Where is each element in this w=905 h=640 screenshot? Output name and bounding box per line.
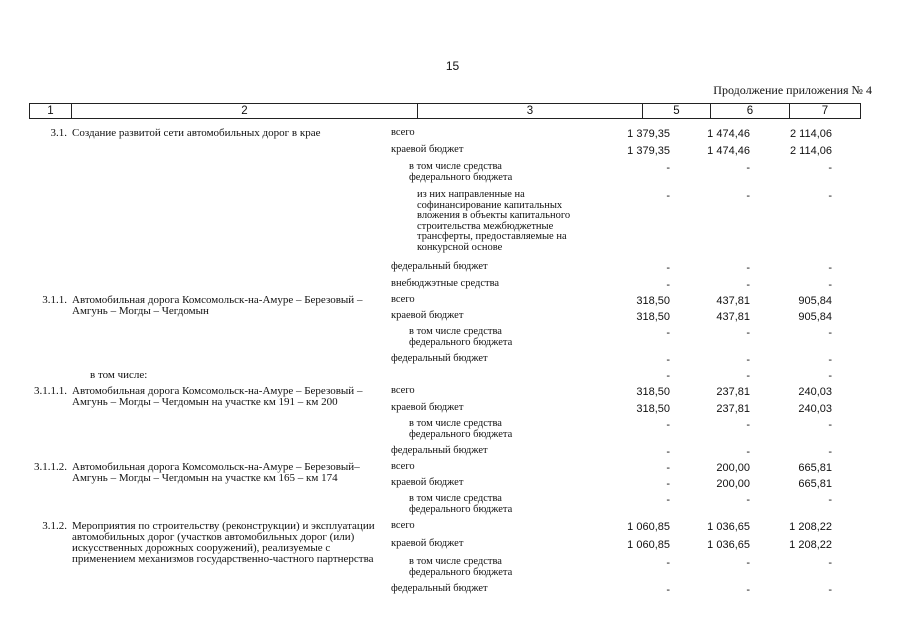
row-number: 3.1.2. xyxy=(42,520,67,532)
source-label: краевой бюджет xyxy=(391,144,464,155)
source-label: краевой бюджет xyxy=(391,538,464,549)
value-col5: - xyxy=(666,327,670,339)
source-label: федеральный бюджет xyxy=(391,353,488,364)
value-col7: 240,03 xyxy=(798,403,832,415)
page-number: 15 xyxy=(445,59,460,73)
row-name: Создание развитой сети автомобильных дорог в крае xyxy=(72,127,321,139)
source-label: краевой бюджет xyxy=(391,310,464,321)
value-col7: - xyxy=(828,370,832,382)
source-label: всего xyxy=(391,385,415,396)
row-number: 3.1.1.2. xyxy=(34,461,67,473)
header-cell-7: 7 xyxy=(821,105,829,117)
value-col7: 1 208,22 xyxy=(789,539,832,551)
value-col5: 1 060,85 xyxy=(627,539,670,551)
source-label: всего xyxy=(391,294,415,305)
value-col5: - xyxy=(666,354,670,366)
value-col5: - xyxy=(666,190,670,202)
value-col7: 2 114,06 xyxy=(789,145,832,157)
value-col6: - xyxy=(746,279,750,291)
value-col5: 318,50 xyxy=(636,295,670,307)
source-label: краевой бюджет xyxy=(391,402,464,413)
value-col5: 1 379,35 xyxy=(627,145,670,157)
value-col7: - xyxy=(828,419,832,431)
value-col6: 1 036,65 xyxy=(707,521,750,533)
value-col5: 318,50 xyxy=(636,403,670,415)
continuation-label: Продолжение приложения № 4 xyxy=(713,83,872,97)
value-col7: - xyxy=(828,279,832,291)
value-col7: - xyxy=(828,494,832,506)
value-col5: - xyxy=(666,446,670,458)
header-cell-2: 2 xyxy=(72,104,418,118)
value-col7: - xyxy=(828,584,832,596)
row-number: 3.1.1. xyxy=(42,294,67,306)
value-col6: - xyxy=(746,494,750,506)
value-col7: - xyxy=(828,262,832,274)
value-col6: 1 474,46 xyxy=(707,128,750,140)
value-col5: - xyxy=(666,370,670,382)
row-name: Автомобильная дорога Комсомольск-на-Амуре – Березовый– Амгунь – Могды – Чегдомын на участке км 165 – км 174 xyxy=(72,461,360,484)
value-col5: - xyxy=(666,478,670,490)
value-col7: - xyxy=(828,446,832,458)
row-number: 3.1.1.1. xyxy=(34,385,67,397)
source-label: из них направленные на софинансирование капитальных вложения в объекты капитального строительства межбюджетные трансферты, предоставляемые на конкурсной основе xyxy=(417,189,571,253)
value-col6: - xyxy=(746,584,750,596)
row-name: Автомобильная дорога Комсомольск-на-Амуре – Березовый – Амгунь – Могды – Чегдомын xyxy=(72,294,363,317)
value-col6: 437,81 xyxy=(716,311,750,323)
value-col6: - xyxy=(746,557,750,569)
value-col6: - xyxy=(746,446,750,458)
value-col6: - xyxy=(746,327,750,339)
source-label: федеральный бюджет xyxy=(391,445,488,456)
row-number: 3.1. xyxy=(50,127,67,139)
header-cell-6: 6 xyxy=(711,104,790,118)
value-col6: - xyxy=(746,419,750,431)
value-col6: - xyxy=(746,354,750,366)
value-col6: - xyxy=(746,162,750,174)
value-col6: 1 474,46 xyxy=(707,145,750,157)
value-col5: - xyxy=(666,419,670,431)
value-col7: - xyxy=(828,557,832,569)
source-label: в том числе средства федерального бюджета xyxy=(409,161,513,183)
value-col7: - xyxy=(828,327,832,339)
source-label: всего xyxy=(391,520,415,531)
value-col7: 1 208,22 xyxy=(789,521,832,533)
header-cell-3: 3 xyxy=(418,104,643,118)
value-col7: 905,84 xyxy=(798,311,832,323)
value-col5: - xyxy=(666,262,670,274)
value-col6: - xyxy=(746,190,750,202)
value-col6: 200,00 xyxy=(716,478,750,490)
value-col7: 240,03 xyxy=(798,386,832,398)
source-label: краевой бюджет xyxy=(391,477,464,488)
value-col5: 1 379,35 xyxy=(627,128,670,140)
value-col7: - xyxy=(828,162,832,174)
source-label: в том числе средства федерального бюджета xyxy=(409,418,513,440)
value-col7: - xyxy=(828,190,832,202)
row-name: Мероприятия по строительству (реконструкции) и эксплуатации автомобильных дорог (участков автомобильных дорог (или) искусственных дорожных сооружений), реализуемые с применением механизмов государственно-частного партнерства xyxy=(72,520,375,565)
value-col6: - xyxy=(746,370,750,382)
value-col6: 1 036,65 xyxy=(707,539,750,551)
value-col6: 200,00 xyxy=(716,462,750,474)
source-label: федеральный бюджет xyxy=(391,583,488,594)
value-col6: - xyxy=(746,262,750,274)
value-col5: - xyxy=(666,584,670,596)
value-col5: - xyxy=(666,279,670,291)
value-col6: 237,81 xyxy=(716,403,750,415)
value-col6: 237,81 xyxy=(716,386,750,398)
value-col7: 2 114,06 xyxy=(789,128,832,140)
source-label: внебюджэтные средства xyxy=(391,278,500,289)
value-col7: 665,81 xyxy=(798,478,832,490)
value-col7: 905,84 xyxy=(798,295,832,307)
including-label: в том числе: xyxy=(90,369,148,381)
header-cell-1: 1 xyxy=(30,104,72,118)
source-label: всего xyxy=(391,461,415,472)
row-name: Автомобильная дорога Комсомольск-на-Амуре – Березовый – Амгунь – Могды – Чегдомын на участке км 191 – км 200 xyxy=(72,385,363,408)
value-col5: - xyxy=(666,557,670,569)
value-col6: 437,81 xyxy=(716,295,750,307)
value-col5: - xyxy=(666,494,670,506)
header-cell-5: 5 xyxy=(643,104,711,118)
value-col7: - xyxy=(828,354,832,366)
source-label: в том числе средства федерального бюджета xyxy=(409,556,513,578)
source-label: всего xyxy=(391,127,415,138)
value-col5: 318,50 xyxy=(636,386,670,398)
value-col5: 1 060,85 xyxy=(627,521,670,533)
source-label: в том числе средства федерального бюджета xyxy=(409,493,513,515)
table-header xyxy=(29,103,861,119)
value-col7: 665,81 xyxy=(798,462,832,474)
value-col5: - xyxy=(666,462,670,474)
source-label: федеральный бюджет xyxy=(391,261,488,272)
source-label: в том числе средства федерального бюджета xyxy=(409,326,513,348)
value-col5: - xyxy=(666,162,670,174)
value-col5: 318,50 xyxy=(636,311,670,323)
